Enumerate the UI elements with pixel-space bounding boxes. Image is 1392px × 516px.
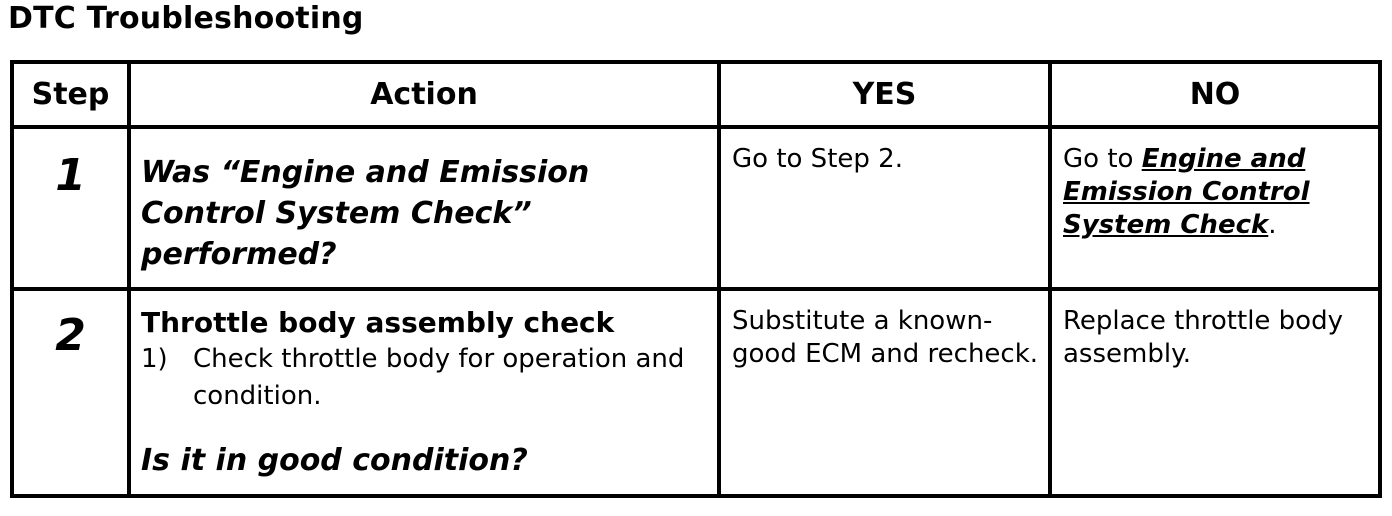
- action-list-item: [131, 341, 717, 415]
- yes-cell: [719, 289, 1050, 496]
- table-row: [12, 289, 1380, 496]
- yes-text: Go to Step 2.: [732, 144, 903, 174]
- yes-cell: [719, 127, 1050, 289]
- no-prefix: Go to: [1063, 144, 1142, 174]
- action-list-number: 1): [141, 344, 168, 374]
- table-row: [12, 127, 1380, 289]
- header-step: Step: [12, 62, 129, 127]
- yes-text: Substitute a known-good ECM and recheck.: [732, 306, 1039, 369]
- step-number: 1: [55, 150, 86, 201]
- no-suffix: .: [1268, 210, 1277, 240]
- action-cell: [129, 127, 719, 289]
- no-text: Replace throttle body assembly.: [1063, 306, 1343, 369]
- dtc-troubleshooting-table: [10, 60, 1382, 498]
- step-cell: [12, 127, 129, 289]
- no-text: [1052, 129, 1378, 242]
- no-cell: [1050, 127, 1380, 289]
- action-question: Was “Engine and Emission Control System Check” performed?: [141, 155, 590, 272]
- header-action: Action: [129, 62, 719, 127]
- header-no: NO: [1050, 62, 1380, 127]
- action-cell: [129, 289, 719, 496]
- step-cell: [12, 289, 129, 496]
- header-yes: YES: [719, 62, 1050, 127]
- action-list-text: Check throttle body for operation and condition.: [193, 344, 685, 411]
- no-cell: [1050, 289, 1380, 496]
- action-question: Is it in good condition?: [141, 443, 528, 478]
- engine-emission-check-link[interactable]: Engine and Emission Control System Check: [1063, 144, 1310, 240]
- page-title: DTC Troubleshooting: [8, 1, 364, 36]
- action-title: Throttle body assembly check: [141, 306, 615, 339]
- table-header-row: [12, 62, 1380, 127]
- step-number: 2: [55, 310, 86, 361]
